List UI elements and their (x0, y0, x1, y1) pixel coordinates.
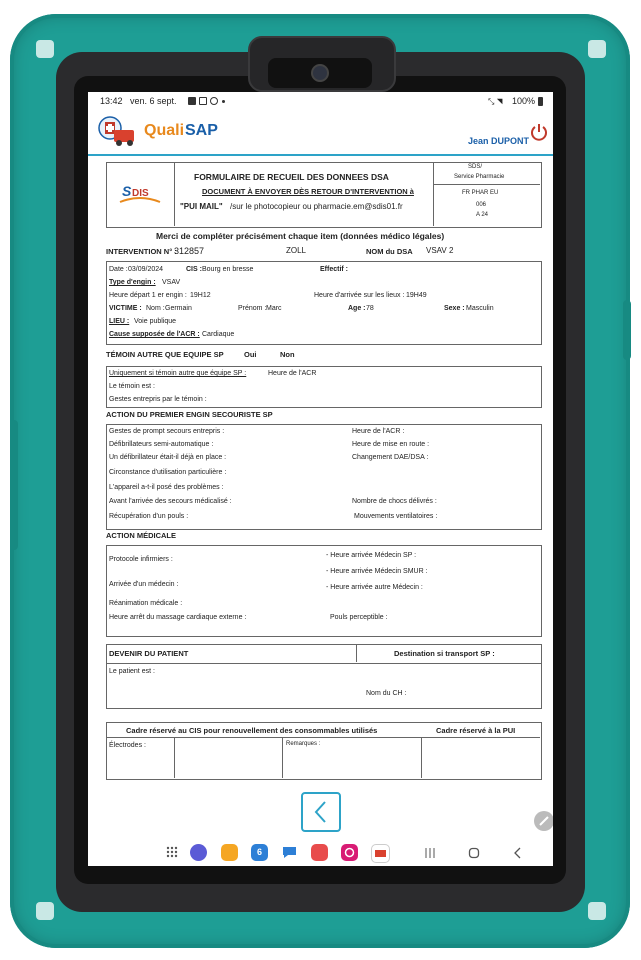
qualisap-icon[interactable] (371, 844, 390, 863)
back-nav-icon[interactable] (512, 847, 524, 859)
apps-grid-icon[interactable] (166, 846, 178, 858)
navigation-bar (88, 836, 553, 866)
mise-route-label: Heure de mise en route : (352, 441, 430, 448)
header-divider (433, 162, 434, 226)
cadre-col (421, 737, 422, 778)
depart-value[interactable]: 19H12 (190, 292, 211, 299)
user-name: Jean DUPONT (468, 136, 530, 146)
prenom-value[interactable]: Marc (266, 305, 282, 312)
arrivee-value[interactable]: 19H49 (406, 292, 427, 299)
screen (88, 92, 553, 866)
date-label: Date : (109, 266, 128, 273)
depart-label: Heure départ 1 er engin : (109, 292, 187, 299)
protocole-label: Protocole infirmiers : (109, 556, 173, 563)
gestes-label: Gestes de prompt secours entrepris : (109, 428, 225, 435)
case-corner (588, 902, 606, 920)
ref-line: SDS/ (468, 164, 483, 170)
svg-text:S: S (122, 183, 132, 199)
reanimation-label: Réanimation médicale : (109, 600, 183, 607)
send-to: /sur le photocopieur ou pharmacie.em@sdis01.fr (230, 202, 403, 211)
contacts-icon[interactable] (311, 844, 328, 861)
battery-text: 100% (512, 96, 536, 106)
electrodes-label: Électrodes : (109, 742, 146, 749)
temoin-est-label: Le témoin est : (109, 383, 155, 390)
pui-mail: "PUI MAIL" (180, 202, 223, 211)
sexe-value[interactable]: Masculin (466, 305, 494, 312)
form-instruction: Merci de compléter précisément chaque item (données médico légales) (156, 231, 445, 241)
temoin-only-label: Uniquement si témoin autre que équipe SP : (109, 370, 247, 377)
pencil-icon (534, 811, 553, 831)
ref-line: 006 (476, 202, 487, 208)
dsa-value[interactable]: VSAV 2 (426, 246, 454, 255)
svg-text:DIS: DIS (132, 188, 149, 199)
engin-value[interactable]: VSAV (162, 279, 181, 286)
form-subtitle: DOCUMENT À ENVOYER DÈS RETOUR D'INTERVENTION à (202, 187, 414, 196)
sync-notification-icon (210, 97, 218, 105)
back-button[interactable] (301, 792, 341, 832)
status-date: ven. 6 sept. (130, 96, 177, 106)
nom-ch-label: Nom du CH : (366, 690, 407, 697)
edit-fab[interactable] (534, 811, 553, 831)
messages-icon[interactable] (281, 844, 298, 861)
heure-acr-label: Heure de l'ACR : (352, 428, 405, 435)
probleme-label: L'appareil a-t-il posé des problèmes : (109, 484, 224, 491)
brand-quali: Quali (144, 122, 185, 139)
ref-line: Service Pharmacie (454, 174, 505, 180)
cadre-pui-title: Cadre réservé à la PUI (436, 726, 516, 735)
mouvements-label: Mouvements ventilatoires : (354, 513, 438, 520)
cadre-col (282, 737, 283, 778)
ref-divider (433, 184, 540, 185)
heure-medecin-smur: - Heure arrivée Médecin SMUR : (326, 568, 428, 575)
age-label: Age : (348, 305, 366, 312)
case-corner (36, 902, 54, 920)
qualisap-logo-icon (96, 114, 138, 148)
pouls-label: Pouls perceptible : (330, 614, 388, 621)
arrivee-label: Heure d'arrivée sur les lieux : (314, 292, 405, 299)
intervention-label: INTERVENTION N° : (106, 247, 177, 256)
victime-label: VICTIME : (109, 305, 142, 312)
defib-label: Défibrillateurs semi-automatique : (109, 441, 214, 448)
brand-sap: SAP (185, 122, 218, 139)
patient-est-label: Le patient est : (109, 668, 155, 675)
files-icon[interactable] (221, 844, 238, 861)
lieu-value[interactable]: Voie publique (134, 318, 177, 325)
status-time: 13:42 (100, 96, 123, 106)
effectif-label: Effectif : (320, 266, 348, 273)
cadre-cis-title: Cadre réservé au CIS pour renouvellement des consommables utilisés (126, 726, 378, 735)
chevron-left-icon (303, 794, 339, 830)
engin-label: Type d'engin : (109, 279, 156, 286)
zoll-label: ZOLL (286, 246, 307, 255)
status-bar (88, 92, 553, 110)
destination-title: Destination si transport SP : (394, 649, 495, 658)
devenir-divider (356, 644, 357, 662)
case-corner (588, 40, 606, 58)
cis-label: CIS : (186, 266, 202, 273)
image-notification-icon (188, 97, 196, 105)
heure-autre-medecin: - Heure arrivée autre Médecin : (326, 584, 423, 591)
circonstance-label: Circonstance d'utilisation particulière : (109, 469, 227, 476)
battery-icon (538, 97, 543, 106)
temoin-heure-acr: Heure de l'ACR (268, 370, 317, 377)
date-value[interactable]: 03/09/2024 (128, 266, 164, 273)
ref-line: FR PHAR EU (462, 190, 499, 196)
cause-value[interactable]: Cardiaque (202, 331, 235, 338)
devenir-block (106, 663, 542, 709)
camera-icon (313, 66, 327, 80)
power-icon[interactable] (530, 122, 548, 142)
changement-label: Changement DAE/DSA : (352, 454, 429, 461)
age-value[interactable]: 78 (366, 305, 374, 312)
gestes-temoin-label: Gestes entrepris par le témoin : (109, 396, 207, 403)
temoin-title: TÉMOIN AUTRE QUE EQUIPE SP (106, 350, 224, 359)
checkbox-notification-icon (199, 97, 207, 105)
arret-massage-label: Heure arrêt du massage cardiaque externe : (109, 614, 247, 621)
remarques-label: Remarques : (286, 741, 321, 747)
blossom-icon[interactable] (341, 844, 358, 861)
bixby-icon[interactable] (190, 844, 207, 861)
prenom-label: Prénom : (238, 305, 267, 312)
heure-medecin-sp: - Heure arrivée Médecin SP : (326, 552, 417, 559)
action-medicale-title: ACTION MÉDICALE (106, 531, 176, 540)
nom-label: Nom : (146, 305, 165, 312)
avant-label: Avant l'arrivée des secours médicalisé : (109, 498, 232, 505)
cis-value[interactable]: Bourg en bresse (202, 266, 254, 273)
devenir-title: DEVENIR DU PATIENT (109, 649, 189, 658)
action-secouriste-title: ACTION DU PREMIER ENGIN SECOURISTE SP (106, 410, 273, 419)
cadre-divider (106, 737, 540, 738)
sexe-label: Sexe : (444, 305, 465, 312)
recents-icon[interactable] (424, 847, 436, 859)
case-corner (36, 40, 54, 58)
app-header (88, 110, 553, 156)
nom-value[interactable]: Germain (165, 305, 192, 312)
calendar-icon[interactable]: 6 (251, 844, 268, 861)
more-notifications-icon (222, 100, 225, 103)
recup-label: Récupération d'un pouls : (109, 513, 189, 520)
cause-label: Cause supposée de l'ACR : (109, 331, 200, 338)
chocs-label: Nombre de chocs délivrés : (352, 498, 437, 505)
lieu-label: LIEU : (109, 318, 130, 325)
intervention-value[interactable]: 312857 (174, 246, 205, 256)
dsa-label: NOM du DSA (366, 247, 413, 256)
deja-label: Un défibrillateur était-il déjà en place : (109, 454, 227, 461)
sdis-logo-icon (118, 176, 162, 210)
signal-icon: ⤡ ◥ (488, 97, 503, 106)
non-option[interactable]: Non (280, 350, 295, 359)
oui-option[interactable]: Oui (244, 350, 257, 359)
cadre-col (174, 737, 175, 778)
volume-button[interactable] (623, 300, 631, 360)
arrivee-medecin-label: Arrivée d'un médecin : (109, 581, 179, 588)
home-icon[interactable] (468, 847, 480, 859)
ref-line: A 24 (476, 212, 489, 218)
side-button (10, 420, 18, 550)
form-title: FORMULAIRE DE RECUEIL DES DONNEES DSA (194, 172, 389, 182)
